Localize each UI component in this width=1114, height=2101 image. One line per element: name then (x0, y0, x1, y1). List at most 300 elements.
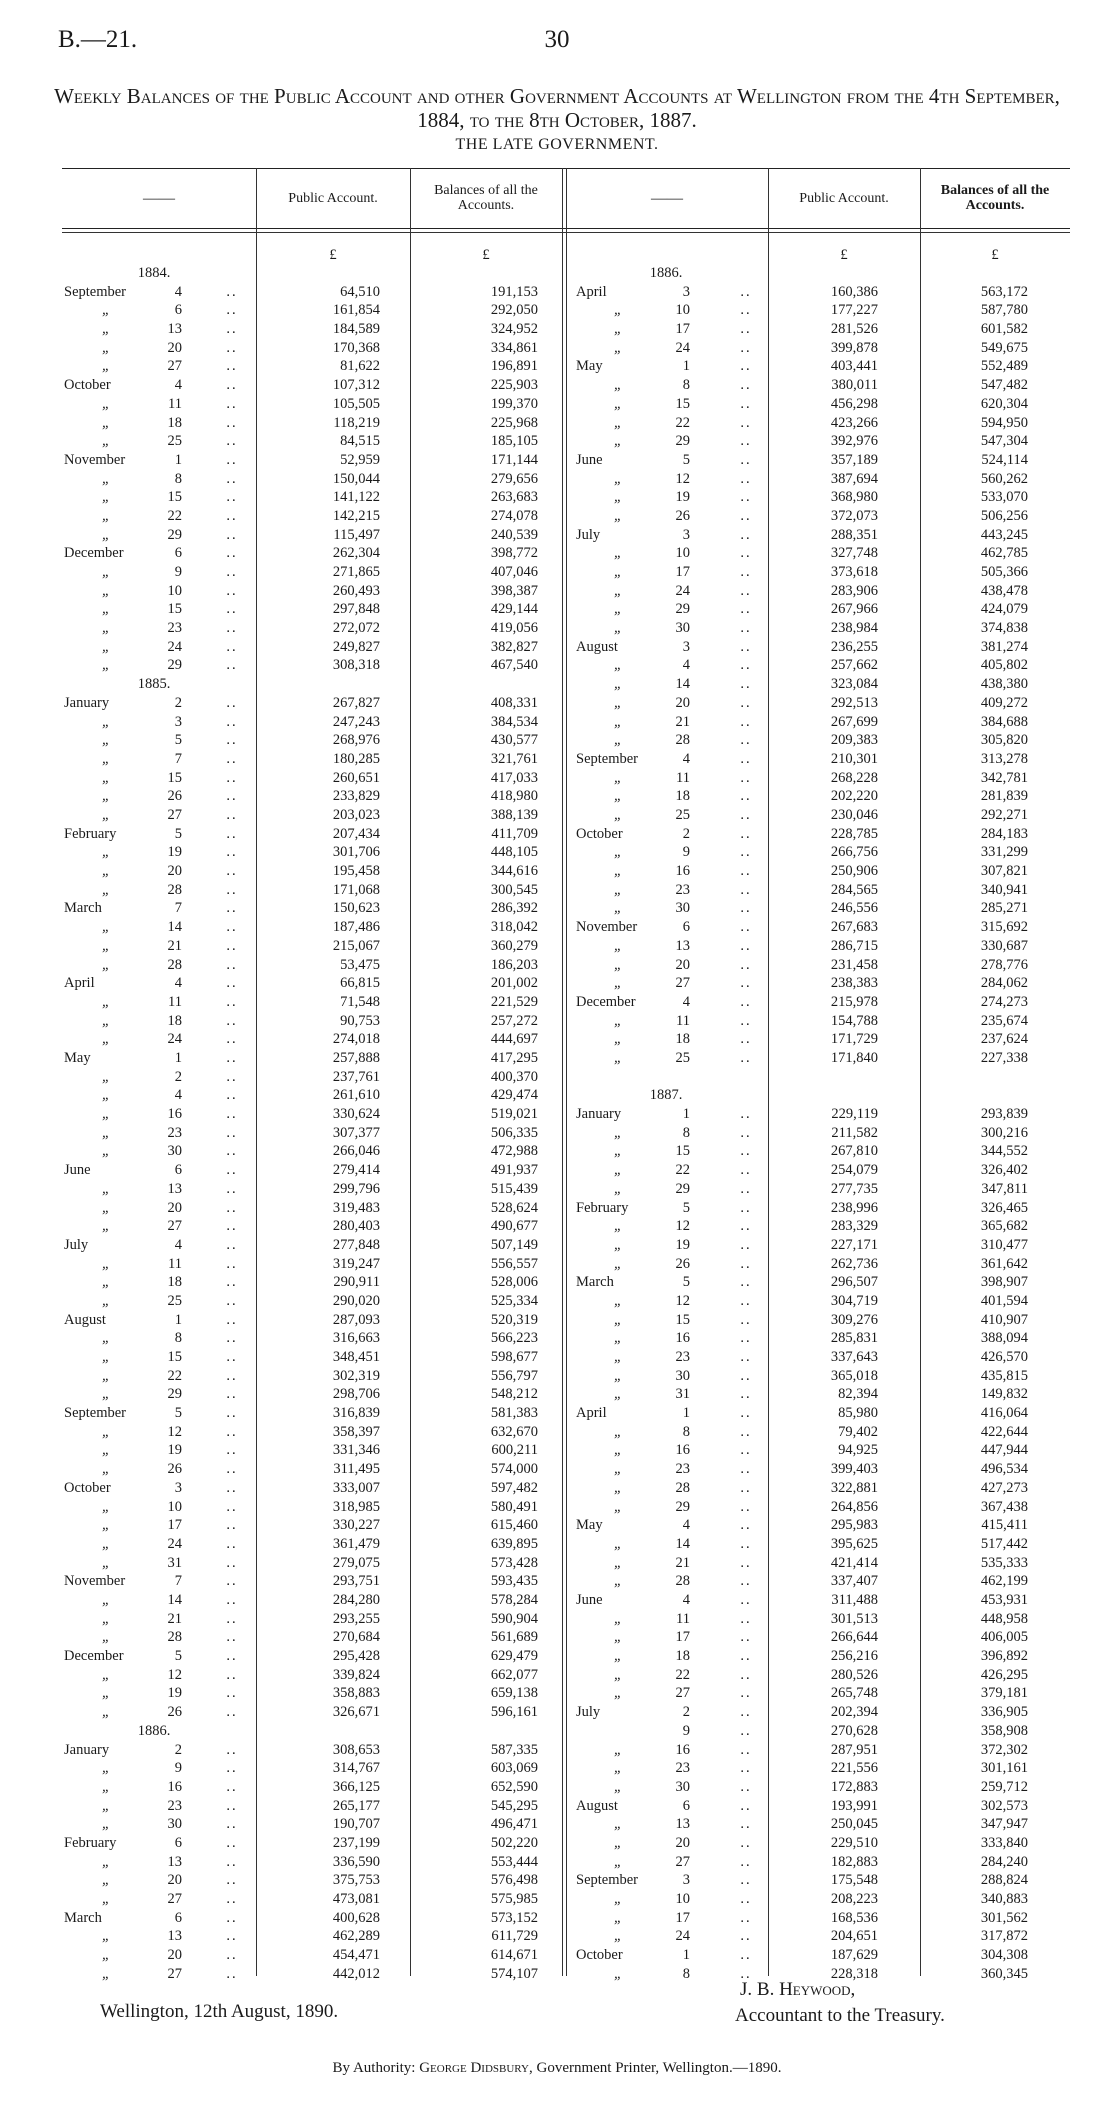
month-label: March (64, 900, 102, 917)
public-account-value: 180,285 (332, 750, 380, 767)
day-label: 1 (174, 451, 182, 468)
all-accounts-value: 578,284 (490, 1591, 538, 1608)
month-label: April (576, 1405, 607, 1422)
all-accounts-value: 284,240 (980, 1853, 1028, 1870)
all-accounts-value: 240,539 (490, 526, 538, 543)
all-accounts-value: 257,272 (490, 1012, 538, 1029)
day-label: 26 (167, 1461, 182, 1478)
day-label: 8 (174, 1330, 182, 1347)
ditto-mark: „ (614, 1573, 623, 1590)
ditto-mark: „ (614, 489, 623, 506)
ditto-mark: „ (614, 694, 623, 711)
leader-dots: .. (740, 339, 752, 356)
day-label: 23 (167, 1797, 182, 1814)
all-accounts-value: 237,624 (980, 1031, 1028, 1048)
ditto-mark: „ (102, 1591, 111, 1608)
public-account-value: 454,471 (332, 1947, 380, 1964)
all-accounts-value: 563,172 (980, 283, 1028, 300)
public-account-value: 292,513 (830, 694, 878, 711)
all-accounts-value: 417,033 (490, 769, 538, 786)
day-label: 18 (167, 1012, 182, 1029)
ditto-mark: „ (614, 1648, 623, 1665)
leader-dots: .. (226, 1909, 238, 1926)
all-accounts-value: 615,460 (490, 1517, 538, 1534)
day-label: 30 (167, 1816, 182, 1833)
day-label: 19 (167, 1442, 182, 1459)
ditto-mark: „ (102, 1031, 111, 1048)
month-label: December (64, 1648, 124, 1665)
leader-dots: .. (740, 1797, 752, 1814)
leader-dots: .. (740, 1255, 752, 1272)
public-account-value: 307,377 (332, 1124, 380, 1141)
public-account-value: 161,854 (332, 302, 380, 319)
ditto-mark: „ (614, 1367, 623, 1384)
all-accounts-value: 430,577 (490, 732, 538, 749)
day-label: 27 (167, 358, 182, 375)
signature-title: Accountant to the Treasury. (735, 2005, 945, 2026)
ditto-mark: „ (102, 1180, 111, 1197)
leader-dots: .. (740, 1049, 752, 1066)
public-account-value: 280,403 (332, 1218, 380, 1235)
public-account-value: 210,301 (830, 750, 878, 767)
all-accounts-value: 398,907 (980, 1274, 1028, 1291)
ditto-mark: „ (102, 1704, 111, 1721)
all-accounts-value: 347,947 (980, 1816, 1028, 1833)
leader-dots: .. (226, 1834, 238, 1851)
day-label: 22 (675, 1666, 690, 1683)
day-label: 24 (167, 638, 182, 655)
ditto-mark: „ (614, 863, 623, 880)
ditto-mark: „ (102, 414, 111, 431)
ditto-mark: „ (614, 1909, 623, 1926)
public-account-value: 208,223 (830, 1891, 878, 1908)
public-account-value: 473,081 (332, 1891, 380, 1908)
ditto-mark: „ (614, 582, 623, 599)
all-accounts-value: 340,941 (980, 881, 1028, 898)
leader-dots: .. (740, 321, 752, 338)
leader-dots: .. (226, 1648, 238, 1665)
public-account-value: 262,736 (830, 1255, 878, 1272)
day-label: 16 (675, 1330, 690, 1347)
month-label: March (64, 1909, 102, 1926)
ditto-mark: „ (102, 1106, 111, 1123)
leader-dots: .. (740, 1778, 752, 1795)
day-label: 30 (675, 1778, 690, 1795)
day-label: 8 (682, 1965, 690, 1982)
public-account-value: 311,488 (831, 1591, 878, 1608)
public-account-value: 309,276 (830, 1311, 878, 1328)
leader-dots: .. (740, 377, 752, 394)
leader-dots: .. (226, 769, 238, 786)
all-accounts-value: 374,838 (980, 620, 1028, 637)
ditto-mark: „ (614, 395, 623, 412)
day-label: 21 (167, 1610, 182, 1627)
public-account-value: 203,023 (332, 807, 380, 823)
day-label: 28 (167, 956, 182, 973)
ditto-mark: „ (614, 1124, 623, 1141)
ditto-mark: „ (614, 657, 623, 674)
day-label: 23 (167, 620, 182, 637)
all-accounts-value: 408,331 (490, 694, 538, 711)
public-account-value: 272,072 (332, 620, 380, 637)
public-account-value: 283,329 (830, 1218, 878, 1235)
public-account-value: 53,475 (340, 956, 380, 973)
leader-dots: .. (226, 470, 238, 487)
all-accounts-value: 317,872 (980, 1928, 1028, 1945)
all-accounts-value: 525,334 (490, 1292, 538, 1309)
leader-dots: .. (226, 339, 238, 356)
all-accounts-value: 274,273 (980, 993, 1028, 1010)
ditto-mark: „ (102, 1629, 111, 1646)
day-label: 2 (682, 825, 690, 842)
all-accounts-value: 388,139 (490, 807, 538, 823)
header-date-right: —— (651, 189, 683, 207)
all-accounts-value: 372,302 (980, 1741, 1028, 1758)
all-accounts-value: 398,772 (490, 545, 538, 562)
month-label: June (576, 451, 603, 468)
day-label: 26 (167, 1704, 182, 1721)
ditto-mark: „ (614, 1965, 623, 1982)
month-label: October (576, 825, 623, 842)
ditto-mark: „ (102, 1143, 111, 1160)
day-label: 15 (167, 769, 182, 786)
leader-dots: .. (740, 1947, 752, 1964)
public-account-value: 442,012 (332, 1965, 380, 1982)
ditto-mark: „ (102, 1666, 111, 1683)
public-account-value: 387,694 (830, 470, 878, 487)
ditto-mark: „ (102, 489, 111, 506)
public-account-value: 221,556 (830, 1760, 878, 1777)
ditto-mark: „ (102, 713, 111, 730)
day-label: 26 (167, 788, 182, 805)
leader-dots: .. (740, 564, 752, 581)
all-accounts-value: 594,950 (980, 414, 1028, 431)
leader-dots: .. (226, 1573, 238, 1590)
unit-public-left: £ (329, 247, 337, 263)
month-label: December (64, 545, 124, 562)
all-accounts-value: 292,050 (490, 302, 538, 319)
all-accounts-value: 561,689 (490, 1629, 538, 1646)
leader-dots: .. (226, 620, 238, 637)
leader-dots: .. (740, 769, 752, 786)
all-accounts-value: 611,729 (491, 1928, 538, 1945)
leader-dots: .. (226, 1255, 238, 1272)
leader-dots: .. (226, 451, 238, 468)
day-label: 31 (675, 1386, 690, 1403)
all-accounts-value: 360,345 (980, 1965, 1028, 1982)
ditto-mark: „ (614, 1666, 623, 1683)
day-label: 20 (167, 1872, 182, 1889)
column-divider-double (562, 168, 563, 1976)
day-label: 8 (682, 1423, 690, 1440)
public-account-value: 170,368 (332, 339, 380, 356)
all-accounts-value: 547,482 (980, 377, 1028, 394)
ditto-mark: „ (102, 750, 111, 767)
day-label: 24 (167, 1031, 182, 1048)
day-label: 6 (682, 1797, 690, 1814)
ditto-mark: „ (614, 601, 623, 618)
public-account-value: 399,403 (830, 1461, 878, 1478)
ditto-mark: „ (614, 937, 623, 954)
day-label: 18 (167, 414, 182, 431)
day-label: 29 (675, 1498, 690, 1515)
day-label: 29 (167, 1386, 182, 1403)
leader-dots: .. (740, 1423, 752, 1440)
ditto-mark: „ (614, 1479, 623, 1496)
all-accounts-value: 400,370 (490, 1068, 538, 1085)
public-account-value: 293,255 (332, 1610, 380, 1627)
all-accounts-value: 560,262 (980, 470, 1028, 487)
leader-dots: .. (740, 1498, 752, 1515)
leader-dots: .. (226, 1274, 238, 1291)
all-accounts-value: 444,697 (490, 1031, 538, 1048)
public-account-value: 94,925 (838, 1442, 878, 1459)
all-accounts-value: 553,444 (490, 1853, 538, 1870)
leader-dots: .. (740, 937, 752, 954)
unit-balances-right: £ (991, 247, 999, 263)
leader-dots: .. (226, 283, 238, 300)
ditto-mark: „ (102, 1760, 111, 1777)
all-accounts-value: 417,295 (490, 1049, 538, 1066)
day-label: 26 (675, 507, 690, 524)
leader-dots: .. (740, 470, 752, 487)
leader-dots: .. (226, 1891, 238, 1908)
day-label: 18 (167, 1274, 182, 1291)
day-label: 17 (675, 564, 690, 581)
ditto-mark: „ (102, 863, 111, 880)
leader-dots: .. (226, 1405, 238, 1422)
footer-place-date: Wellington, 12th August, 1890. (100, 2001, 339, 2022)
all-accounts-value: 548,212 (490, 1386, 538, 1403)
public-account-value: 182,883 (830, 1853, 878, 1870)
public-account-value: 171,729 (830, 1031, 878, 1048)
ditto-mark: „ (614, 1180, 623, 1197)
ditto-mark: „ (614, 470, 623, 487)
public-account-value: 331,346 (332, 1442, 380, 1459)
all-accounts-value: 443,245 (980, 526, 1028, 543)
month-label: August (576, 638, 618, 655)
day-label: 6 (174, 1909, 182, 1926)
public-account-value: 160,386 (830, 283, 878, 300)
all-accounts-value: 462,785 (980, 545, 1028, 562)
public-account-value: 372,073 (830, 507, 878, 524)
all-accounts-value: 381,274 (980, 638, 1028, 655)
ditto-mark: „ (102, 1218, 111, 1235)
month-label: September (576, 1872, 639, 1889)
day-label: 9 (682, 1722, 690, 1739)
all-accounts-value: 424,079 (980, 601, 1028, 618)
leader-dots: .. (740, 1535, 752, 1552)
day-label: 14 (167, 1591, 182, 1608)
ditto-mark: „ (102, 321, 111, 338)
all-accounts-value: 330,687 (980, 937, 1028, 954)
public-account-value: 238,996 (830, 1199, 878, 1216)
public-account-value: 236,255 (830, 638, 878, 655)
printer-name: George Didsbury, (419, 2060, 533, 2076)
day-label: 26 (675, 1255, 690, 1272)
public-account-value: 268,228 (830, 769, 878, 786)
public-account-value: 395,625 (830, 1535, 878, 1552)
ditto-mark: „ (614, 1535, 623, 1552)
leader-dots: .. (740, 1554, 752, 1571)
all-accounts-value: 596,161 (490, 1704, 538, 1721)
all-accounts-value: 547,304 (980, 433, 1028, 450)
all-accounts-value: 340,883 (980, 1891, 1028, 1908)
ditto-mark: „ (102, 1386, 111, 1403)
day-label: 27 (675, 1685, 690, 1702)
all-accounts-value: 427,273 (980, 1479, 1028, 1496)
leader-dots: .. (740, 900, 752, 917)
leader-dots: .. (740, 956, 752, 973)
ditto-mark: „ (102, 1816, 111, 1833)
ditto-mark: „ (614, 433, 623, 450)
day-label: 19 (167, 1685, 182, 1702)
day-label: 14 (167, 919, 182, 936)
ditto-mark: „ (102, 507, 111, 524)
all-accounts-value: 418,980 (490, 788, 538, 805)
leader-dots: .. (740, 1442, 752, 1459)
leader-dots: .. (740, 1648, 752, 1665)
day-label: 23 (675, 1461, 690, 1478)
ditto-mark: „ (614, 1255, 623, 1272)
day-label: 15 (167, 1349, 182, 1366)
all-accounts-value: 259,712 (980, 1778, 1028, 1795)
ditto-mark: „ (102, 1199, 111, 1216)
month-label: April (576, 283, 607, 300)
day-label: 25 (167, 433, 182, 450)
leader-dots: .. (740, 1834, 752, 1851)
leader-dots: .. (226, 1965, 238, 1982)
ditto-mark: „ (102, 881, 111, 898)
day-label: 22 (167, 1367, 182, 1384)
public-account-value: 290,020 (332, 1292, 380, 1309)
public-account-value: 358,397 (332, 1423, 380, 1440)
all-accounts-value: 313,278 (980, 750, 1028, 767)
leader-dots: .. (740, 1405, 752, 1422)
day-label: 28 (675, 1479, 690, 1496)
leader-dots: .. (226, 1685, 238, 1702)
month-label: September (64, 1405, 127, 1422)
all-accounts-value: 556,557 (490, 1255, 538, 1272)
public-account-value: 260,651 (332, 769, 380, 786)
ditto-mark: „ (102, 1124, 111, 1141)
leader-dots: .. (740, 395, 752, 412)
all-accounts-value: 331,299 (980, 844, 1028, 861)
leader-dots: .. (740, 750, 752, 767)
public-account-value: 142,215 (332, 507, 380, 524)
public-account-value: 250,906 (830, 863, 878, 880)
column-divider (256, 168, 257, 1976)
public-account-value: 254,079 (830, 1162, 878, 1179)
public-account-value: 288,351 (830, 526, 878, 543)
ditto-mark: „ (102, 937, 111, 954)
all-accounts-value: 360,279 (490, 937, 538, 954)
ditto-mark: „ (102, 564, 111, 581)
ditto-mark: „ (102, 1891, 111, 1908)
ditto-mark: „ (102, 919, 111, 936)
public-account-value: 52,959 (340, 451, 380, 468)
unit-public-right: £ (840, 247, 848, 263)
leader-dots: .. (226, 1479, 238, 1496)
ditto-mark: „ (614, 1012, 623, 1029)
all-accounts-value: 416,064 (980, 1405, 1028, 1422)
public-account-value: 265,177 (332, 1797, 380, 1814)
month-label: November (64, 1573, 126, 1590)
day-label: 3 (174, 1479, 182, 1496)
public-account-value: 284,565 (830, 881, 878, 898)
day-label: 4 (174, 1236, 182, 1253)
leader-dots: .. (226, 919, 238, 936)
month-label: July (576, 526, 601, 543)
day-label: 1 (174, 1049, 182, 1066)
leader-dots: .. (740, 993, 752, 1010)
all-accounts-value: 505,366 (980, 564, 1028, 581)
ditto-mark: „ (614, 1741, 623, 1758)
leader-dots: .. (740, 358, 752, 375)
day-label: 1 (682, 1405, 690, 1422)
public-account-value: 256,216 (830, 1648, 878, 1665)
public-account-value: 285,831 (830, 1330, 878, 1347)
public-account-value: 290,911 (333, 1274, 380, 1291)
day-label: 19 (675, 1236, 690, 1253)
month-label: September (576, 750, 639, 767)
leader-dots: .. (226, 1068, 238, 1085)
public-account-value: 264,856 (830, 1498, 878, 1515)
public-account-value: 209,383 (830, 732, 878, 749)
leader-dots: .. (226, 1928, 238, 1945)
leader-dots: .. (740, 1965, 752, 1982)
public-account-value: 287,951 (830, 1741, 878, 1758)
day-label: 29 (167, 657, 182, 674)
leader-dots: .. (226, 1872, 238, 1889)
ditto-mark: „ (102, 1797, 111, 1814)
ditto-mark: „ (614, 1031, 623, 1048)
all-accounts-value: 336,905 (980, 1704, 1028, 1721)
all-accounts-value: 365,682 (980, 1218, 1028, 1235)
all-accounts-value: 426,570 (980, 1349, 1028, 1366)
public-account-value: 266,046 (332, 1143, 380, 1160)
day-label: 2 (174, 1741, 182, 1758)
all-accounts-value: 533,070 (980, 489, 1028, 506)
public-account-value: 322,881 (830, 1479, 878, 1496)
all-accounts-value: 601,582 (980, 321, 1028, 338)
public-account-value: 187,486 (332, 919, 380, 936)
month-label: January (64, 694, 110, 711)
all-accounts-value: 300,545 (490, 881, 538, 898)
public-account-value: 358,883 (332, 1685, 380, 1702)
all-accounts-value: 379,181 (980, 1685, 1028, 1702)
public-account-value: 368,980 (830, 489, 878, 506)
all-accounts-value: 321,761 (490, 750, 538, 767)
all-accounts-value: 438,478 (980, 582, 1028, 599)
ditto-mark: „ (614, 1349, 623, 1366)
leader-dots: .. (740, 1218, 752, 1235)
public-account-value: 462,289 (332, 1928, 380, 1945)
page-number: 30 (544, 26, 570, 53)
all-accounts-value: 448,958 (980, 1610, 1028, 1627)
leader-dots: .. (226, 638, 238, 655)
all-accounts-value: 426,295 (980, 1666, 1028, 1683)
public-account-value: 177,227 (830, 302, 878, 319)
public-account-value: 250,045 (830, 1816, 878, 1833)
day-label: 3 (682, 638, 690, 655)
all-accounts-value: 438,380 (980, 676, 1028, 693)
public-account-value: 268,976 (332, 732, 380, 749)
header-public-left: Public Account. (288, 190, 378, 206)
leader-dots: .. (740, 1330, 752, 1347)
day-label: 5 (682, 1274, 690, 1291)
all-accounts-value: 358,908 (980, 1722, 1028, 1739)
